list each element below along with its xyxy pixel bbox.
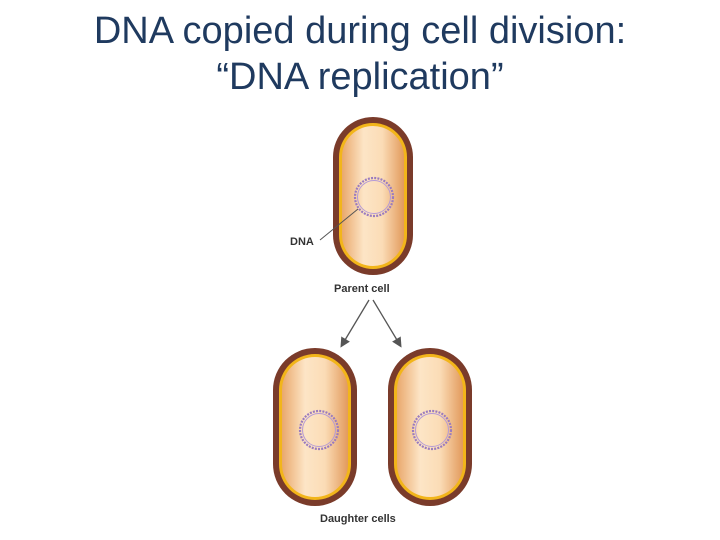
parent-cell-label: Parent cell — [334, 283, 390, 295]
dna-label: DNA — [290, 236, 314, 248]
daughter-cell-right — [388, 348, 472, 506]
daughter-cell-left — [273, 348, 357, 506]
arrow-right — [373, 300, 400, 345]
parent-cell — [333, 117, 413, 275]
title-line-2: “DNA replication” — [216, 56, 504, 98]
arrow-left — [342, 300, 369, 345]
title-line-1: DNA copied during cell division: — [93, 10, 627, 52]
daughter-cells-label: Daughter cells — [320, 513, 396, 525]
